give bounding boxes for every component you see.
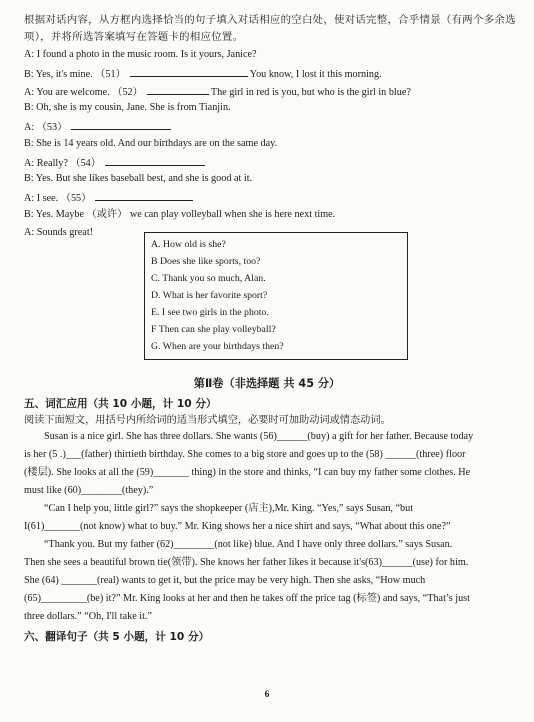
- answer-blank[interactable]: [130, 66, 248, 77]
- dialogue-line: [24, 137, 524, 150]
- dialogue-text: A: Sounds great!: [24, 227, 94, 238]
- passage-line: “Thank you. But my father (62)________(not like) blue. And I have only three dollars.” says Susan.: [44, 539, 453, 550]
- dialogue-line: [24, 66, 524, 81]
- answer-blank[interactable]: [105, 155, 205, 166]
- dialogue-text-after-blank: You know, I lost it this morning.: [249, 69, 382, 80]
- dialogue-text: B: Yes. Maybe （或许） we can play volleyball when she is here next time.: [24, 209, 336, 220]
- option-b: B Does she like sports, too?: [151, 256, 261, 267]
- options-box: [144, 232, 408, 360]
- passage-line: is her (5 .)___(father) thirtieth birthday. She comes to a big store and goes up to the (58) ______(three) floor: [24, 449, 466, 460]
- instruction-line-2: 项），并将所选答案填写在答题卡的相应位置。: [24, 32, 244, 43]
- dialogue-line: [24, 101, 524, 114]
- passage-line: Susan is a nice girl. She has three dollars. She wants (56)______(buy) a gift for her father. Because today: [44, 431, 474, 442]
- dialogue-line: [24, 48, 524, 61]
- passage-line: I(61)_______(not know) what to buy.” Mr. King shows her a nice shirt and says, “What about this one?”: [24, 521, 451, 532]
- passage-line: (65)_________(be) it?” Mr. King looks at her and then he takes off the price tag (标签) and says, “That’s just: [24, 593, 470, 604]
- part5-heading: 五、词汇应用（共 10 小题，计 10 分）: [24, 398, 217, 410]
- dialogue-text: B: Yes. But she likes baseball best, and she is good at it.: [24, 173, 253, 184]
- passage-line: (楼层). She looks at all the (59)_______ thing) in the store and thinks, “I can buy my father some clothes. He: [24, 467, 471, 478]
- dialogue-line: [24, 84, 524, 99]
- dialogue-text-after-blank: The girl in red is you, but who is the girl in blue?: [210, 87, 411, 98]
- passage-line: three dollars.” “Oh, I'll take it.”: [24, 611, 152, 622]
- dialogue-line: [24, 119, 524, 134]
- part5-instruction: 阅读下面短文，用括号内所给词的适当形式填空，必要时可加助动词或情态动词。: [24, 415, 391, 426]
- passage-line: must like (60)________(they).”: [24, 485, 154, 496]
- option-e: E. I see two girls in the photo.: [151, 307, 269, 318]
- passage-line: Then she sees a beautiful brown tie(领带). She knows her father likes it because it's(63)______(use) for him.: [24, 557, 469, 568]
- option-a: A. How old is she?: [151, 239, 226, 250]
- passage-line: “Can I help you, little girl?” says the shopkeeper (店主),Mr. King. “Yes,” says Susan, “but: [44, 503, 414, 514]
- passage-line: She (64) _______(real) wants to get it, but the price may be very high. Then she asks, “How much: [24, 575, 426, 586]
- answer-blank[interactable]: [95, 190, 193, 201]
- part6-heading: 六、翻译句子（共 5 小题，计 10 分）: [24, 631, 210, 643]
- dialogue-line: [24, 172, 524, 185]
- dialogue-text: B: She is 14 years old. And our birthdays are on the same day.: [24, 138, 278, 149]
- dialogue-text: B: Oh, she is my cousin, Jane. She is from Tianjin.: [24, 102, 231, 113]
- option-g: G. When are your birthdays then?: [151, 341, 284, 352]
- dialogue-text: A: I found a photo in the music room. Is it yours, Janice?: [24, 49, 257, 60]
- option-c: C. Thank you so much, Alan.: [151, 273, 266, 284]
- answer-blank[interactable]: [71, 119, 171, 130]
- dialogue-text: A: I see. （55）: [24, 193, 92, 204]
- dialogue-line: [24, 155, 524, 170]
- option-d: D. What is her favorite sport?: [151, 290, 268, 301]
- dialogue-line: [24, 190, 524, 205]
- section-title: 第Ⅱ卷（非选择题 共 45 分）: [193, 377, 341, 390]
- instruction-line-1: 根据对话内容，从方框内选择恰当的句子填入对话相应的空白处，使对话完整，合乎情景（有两个多余选: [24, 15, 516, 26]
- page-number: 6: [264, 690, 270, 700]
- dialogue-text: A: Really? （54）: [24, 158, 101, 169]
- dialogue-text: A: You are welcome. （52）: [24, 87, 143, 98]
- option-f: F Then can she play volleyball?: [151, 324, 276, 335]
- dialogue-text: B: Yes, it's mine. （51）: [24, 69, 126, 80]
- answer-blank[interactable]: [147, 84, 209, 95]
- dialogue-text: A: （53）: [24, 122, 68, 133]
- dialogue-line: [24, 208, 524, 221]
